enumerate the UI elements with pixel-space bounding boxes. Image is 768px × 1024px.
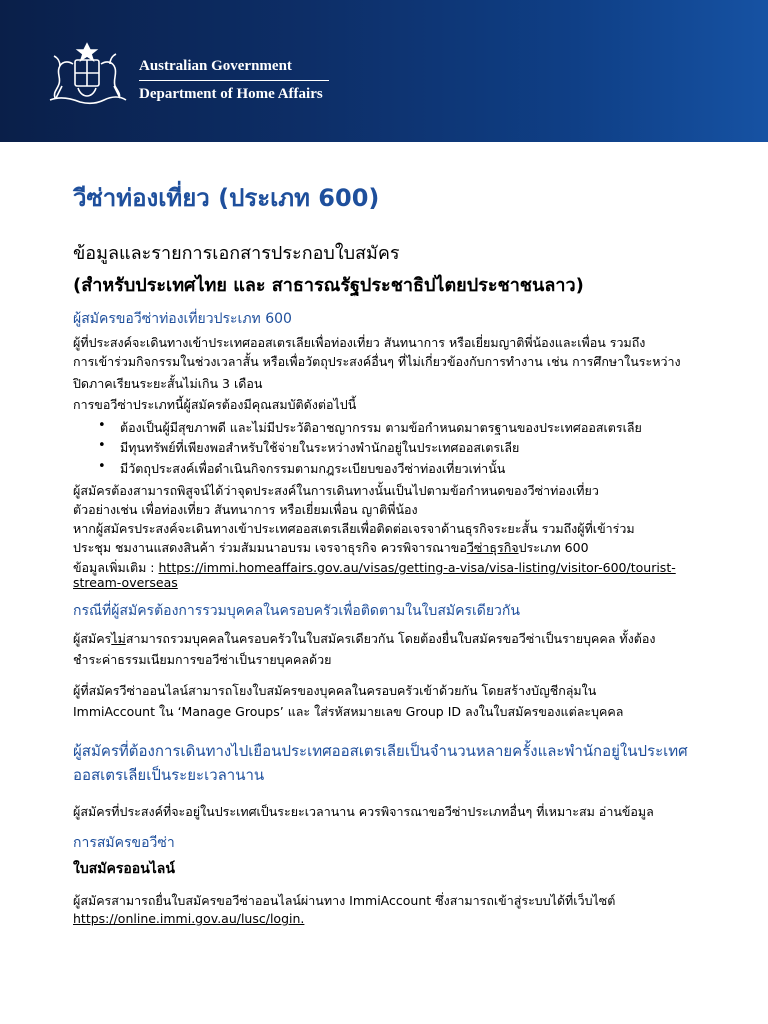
paragraph-line: ปิดภาคเรียนระยะสั้นไม่เกิน 3 เดือน [73,376,263,391]
paragraph-line: หากผู้สมัครประสงค์จะเดินทางเข้าประเทศออสเตรเลียเพื่อติดต่อเจรจาด้านธุรกิจระยะสั้น รวมถึงผู้ที่เข้าร่วม [73,521,635,536]
visitor-600-link[interactable]: https://immi.homeaffairs.gov.au/visas/getting-a-visa/visa-listing/visitor-600/tourist- [158,560,676,575]
paragraph-line: ผู้ที่ประสงค์จะเดินทางเข้าประเทศออสเตรเลียเพื่อท่องเที่ยว สันทนาการ หรือเยี่ยมญาติพี่น้องและเพื่อน รวมถึง [73,335,646,350]
page-header [0,0,768,142]
paragraph-line: การเข้าร่วมกิจกรรมในช่วงเวลาสั้น หรือเพื่อวัตถุประสงค์อื่นๆ ที่ไม่เกี่ยวข้องกับการทำงาน เช่น การศึกษาในระหว่าง [73,354,681,369]
paragraph-line: ผู้ที่สมัครวีซ่าออนไลน์สามารถโยงใบสมัครของบุคคลในครอบครัวเข้าด้วยกัน โดยสร้างบัญชีกลุ่มใน [73,683,597,698]
section-heading-visitor-600: ผู้สมัครขอวีซ่าท่องเที่ยวประเภท 600 [73,311,292,327]
paragraph-line: การขอวีซ่าประเภทนี้ผู้สมัครต้องมีคุณสมบัติดังต่อไปนี้ [73,397,357,412]
paragraph-line: ผู้สมัครสามารถยื่นใบสมัครขอวีซ่าออนไลน์ผ่านทาง ImmiAccount ซึ่งสามารถเข้าสู่ระบบได้ที่เว็บไซต์ [73,893,616,908]
text-segment: สามารถรวมบุคคลในครอบครัวในใบสมัครเดียวกัน โดยต้องยื่นใบสมัครขอวีซ่าเป็นรายบุคคล ทั้งต้อง [125,631,656,646]
department-name: Department of Home Affairs [139,86,323,102]
paragraph-line [73,629,656,648]
bullet-dot: • [98,418,106,433]
paragraph-line: ตัวอย่างเช่น เพื่อท่องเที่ยว สันทนาการ หรือเยี่ยมเพื่อน ญาติพี่น้อง [73,502,418,517]
section-heading-multiple-visits: ผู้สมัครที่ต้องการเดินทางไปเยือนประเทศออสเตรเลียเป็นจำนวนหลายครั้งและพำนักอยู่ในประเทศ [73,742,688,760]
bullet-item: มีทุนทรัพย์ที่เพียงพอสำหรับใช้จ่ายในระหว่างพำนักอยู่ในประเทศออสเตรเลีย [120,440,520,455]
paragraph-line: ผู้สมัครต้องสามารถพิสูจน์ได้ว่าจุดประสงค์ในการเดินทางนั้นเป็นไปตามข้อกำหนดของวีซ่าท่องเที่ยว [73,483,599,498]
coat-of-arms-icon [42,40,132,110]
bullet-item: ต้องเป็นผู้มีสุขภาพดี และไม่มีประวัติอาชญากรรม ตามข้อกำหนดมาตรฐานของประเทศออสเตรเลีย [120,420,642,435]
header-divider [139,80,329,81]
bullet-item: มีวัตถุประสงค์เพื่อดำเนินกิจกรรมตามกฎระเบียบของวีซ่าท่องเที่ยวเท่านั้น [120,461,506,476]
more-info-label: ข้อมูลเพิ่มเติม : [73,560,159,575]
immiaccount-login-link[interactable]: https://online.immi.gov.au/lusc/login. [73,911,305,926]
subtitle-line-2: (สำหรับประเทศไทย และ สาธารณรัฐประชาธิปไตยประชาชนลาว) [73,275,584,296]
text-segment: ประชุม ชมงานแสดงสินค้า ร่วมสัมมนาอบรม เจรจาธุรกิจ ควรพิจารณาขอ [73,540,467,555]
section-heading-multiple-visits-line2: ออสเตรเลียเป็นระยะเวลานาน [73,766,265,784]
paragraph-line-business [73,538,589,557]
bullet-dot: • [98,459,106,474]
paragraph-line: ผู้สมัครที่ประสงค์ที่จะอยู่ในประเทศเป็นระยะเวลานาน ควรพิจารณาขอวีซ่าประเภทอื่นๆ ที่เหมาะสม อ่านข้อมูล [73,804,654,819]
page-title: วีซ่าท่องเที่ยว (ประเภท 600) [73,184,380,212]
bullet-dot: • [98,438,106,453]
online-application-heading: ใบสมัครออนไลน์ [73,861,175,877]
paragraph-line: ImmiAccount ใน ‘Manage Groups’ และ ใส่รหัสหมายเลข Group ID ลงในใบสมัครของแต่ละบุคคล [73,704,624,719]
paragraph-line: ชำระค่าธรรมเนียมการขอวีซ่าเป็นรายบุคคลด้วย [73,652,332,667]
text-segment: ประเภท 600 [518,540,589,555]
government-name: Australian Government [139,58,292,74]
section-heading-apply: การสมัครขอวีซ่า [73,835,175,851]
subtitle-line-1: ข้อมูลและรายการเอกสารประกอบใบสมัคร [73,243,400,264]
section-heading-family: กรณีที่ผู้สมัครต้องการรวมบุคคลในครอบครัวเพื่อติดตามในใบสมัครเดียวกัน [73,603,520,619]
text-segment: ผู้สมัคร [73,631,112,646]
emphasis-not: ไม่ [111,631,126,646]
visitor-600-link-continued[interactable]: stream-overseas [73,575,178,590]
business-visa-link[interactable]: วีซ่าธุรกิจ [466,540,519,555]
